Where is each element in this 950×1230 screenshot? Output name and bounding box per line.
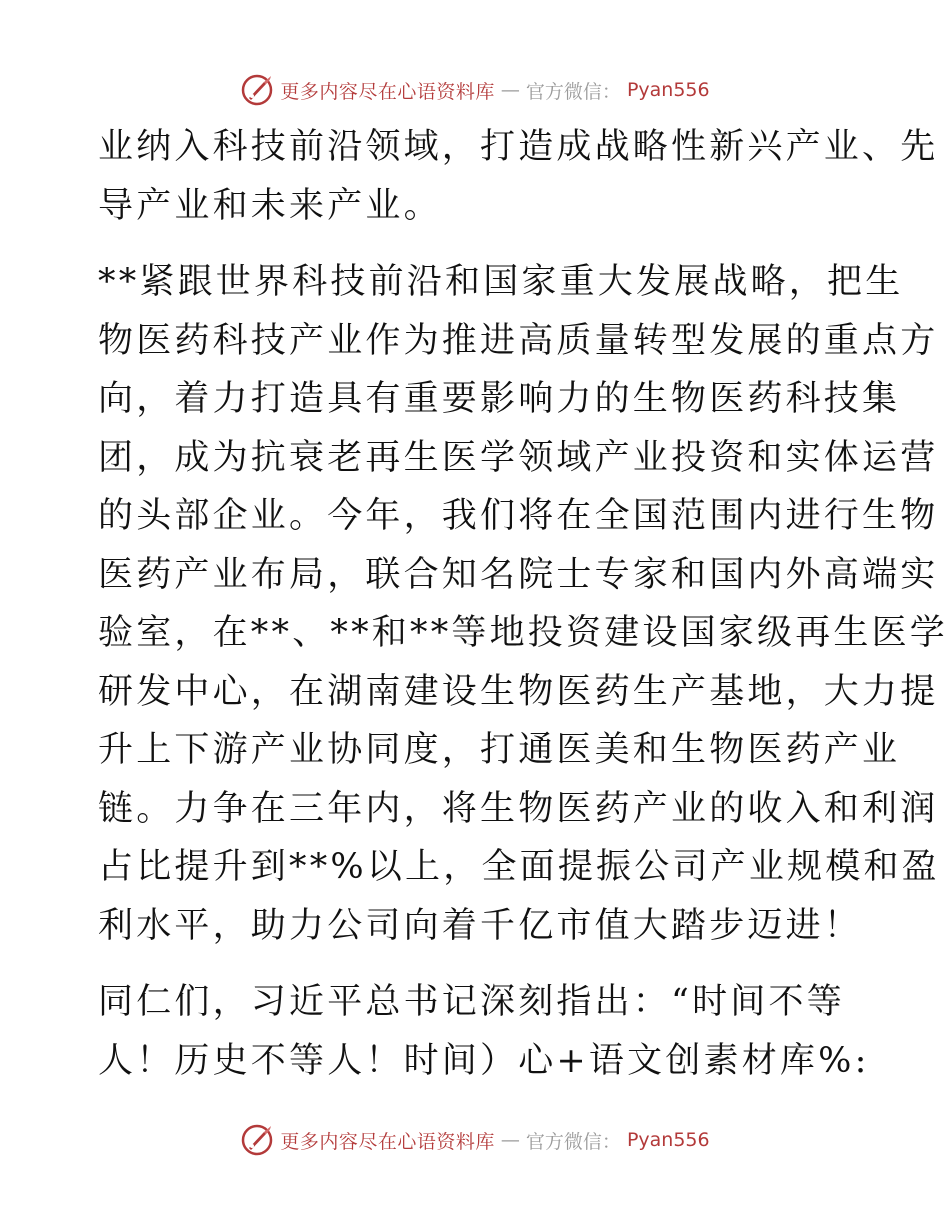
text-line: 导产业和未来产业。: [98, 185, 442, 226]
watermark-separator: —: [500, 79, 520, 101]
footer-watermark: [0, 1120, 950, 1160]
quill-logo-icon: [240, 1123, 274, 1157]
text-line: 升上下游产业协同度，打通医美和生物医药产业: [98, 730, 901, 770]
document-body: [98, 118, 949, 1090]
watermark-wechat-id: Pyan556: [626, 1129, 710, 1151]
paragraph: [98, 973, 870, 1090]
watermark-brand-text: 更多内容尽在心语资料库: [280, 80, 495, 103]
watermark-wechat-id: Pyan556: [626, 79, 710, 101]
text-line: 研发中心，在湖南建设生物医药生产基地，大力提: [98, 671, 939, 712]
text-line: 团，成为抗衰老再生医学领域产业投资和实体运营: [98, 437, 939, 478]
quill-logo-icon: [240, 73, 274, 107]
text-line: 链。力争在三年内，将生物医药产业的收入和利润: [98, 788, 939, 829]
text-line: 物医药科技产业作为推进高质量转型发展的重点方: [98, 320, 939, 361]
watermark-official-label: 官方微信：: [525, 80, 621, 103]
paragraph: [98, 118, 939, 235]
text-line: 利水平，助力公司向着千亿市值大踏步迈进！: [98, 905, 863, 946]
header-watermark: [0, 70, 950, 110]
watermark-official-label: 官方微信：: [525, 1130, 621, 1153]
text-line: 的头部企业。今年，我们将在全国范围内进行生物: [98, 496, 939, 536]
text-line: 同仁们，习近平总书记深刻指出：“时间不等: [98, 982, 845, 1022]
text-line: **紧跟世界科技前沿和国家重大发展战略，把生: [98, 262, 904, 302]
text-line: 验室，在**、**和**等地投资建设国家级再生医学: [98, 613, 949, 653]
text-line: 占比提升到**%以上，全面提振公司产业规模和盈: [98, 847, 940, 887]
text-line: 向，着力打造具有重要影响力的生物医药科技集: [98, 379, 901, 419]
watermark-separator: —: [500, 1129, 520, 1151]
watermark-brand-text: 更多内容尽在心语资料库: [280, 1130, 495, 1153]
text-line: 医药产业布局，联合知名院士专家和国内外高端实: [98, 554, 939, 595]
text-line: 业纳入科技前沿领域，打造成战略性新兴产业、先: [98, 127, 939, 167]
text-line: 人！历史不等人！时间）心+语文创素材库%:: [98, 1040, 870, 1081]
paragraph: [98, 253, 949, 955]
